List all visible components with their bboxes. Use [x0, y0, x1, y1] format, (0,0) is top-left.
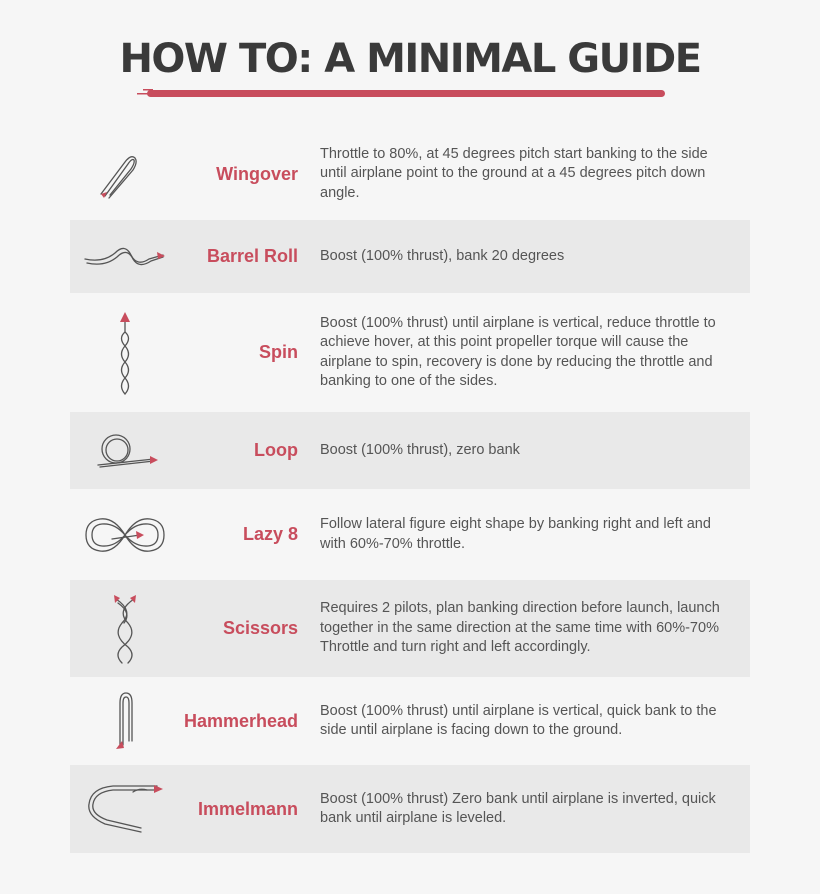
maneuver-description: Boost (100% thrust) until airplane is vertical, reduce throttle to achieve hover, at this point propeller torque will cause the airplane to spin, recovery is done by reducing the throttle and banking to one of the sides.	[320, 314, 716, 389]
maneuver-row-scissors	[70, 580, 750, 677]
maneuver-name: Lazy 8	[242, 524, 298, 544]
maneuver-name: Spin	[259, 342, 298, 362]
maneuver-row-loop	[70, 412, 750, 489]
maneuver-name: Wingover	[216, 163, 298, 184]
maneuver-name: Barrel Roll	[206, 246, 298, 266]
maneuver-description: Follow lateral figure eight shape by banking right and left and with 60%-70% throttle.	[320, 516, 711, 552]
title-underline	[137, 84, 668, 100]
barrel-roll-icon	[70, 220, 180, 293]
maneuver-name: Scissors	[222, 618, 298, 638]
immelmann-icon	[70, 765, 180, 853]
maneuver-name: Loop	[254, 440, 298, 460]
hammerhead-icon	[70, 677, 180, 765]
wingover-icon	[70, 128, 180, 220]
maneuver-row-spin	[70, 293, 750, 412]
maneuver-row-immelmann	[70, 765, 750, 853]
maneuver-row-wingover	[70, 128, 750, 220]
spin-icon	[70, 293, 180, 412]
maneuver-row-lazy-8	[70, 489, 750, 580]
maneuver-name: Hammerhead	[183, 710, 298, 731]
maneuver-description: Boost (100% thrust), bank 20 degrees	[320, 247, 565, 264]
page-title: HOW TO: A MINIMAL GUIDE	[119, 36, 701, 82]
maneuver-row-hammerhead	[70, 677, 750, 765]
scissors-icon	[70, 580, 180, 677]
maneuver-row-barrel-roll	[70, 220, 750, 293]
maneuver-description: Boost (100% thrust) Zero bank until airplane is inverted, quick bank until airplane is leveled.	[320, 790, 716, 826]
maneuver-description: Throttle to 80%, at 45 degrees pitch start banking to the side until airplane point to the ground at a 45 degrees pitch down angle.	[320, 145, 708, 201]
maneuver-description: Boost (100% thrust), zero bank	[320, 441, 520, 458]
loop-icon	[70, 412, 180, 489]
maneuver-name: Immelmann	[197, 798, 298, 819]
lazy-8-icon	[70, 489, 180, 580]
maneuver-description: Requires 2 pilots, plan banking direction before launch, launch together in the same direction at the same time with 60%-70% Throttle and turn right and left accordingly.	[320, 600, 720, 656]
maneuver-description: Boost (100% thrust) until airplane is vertical, quick bank to the side until airplane is facing down to the ground.	[320, 702, 717, 738]
